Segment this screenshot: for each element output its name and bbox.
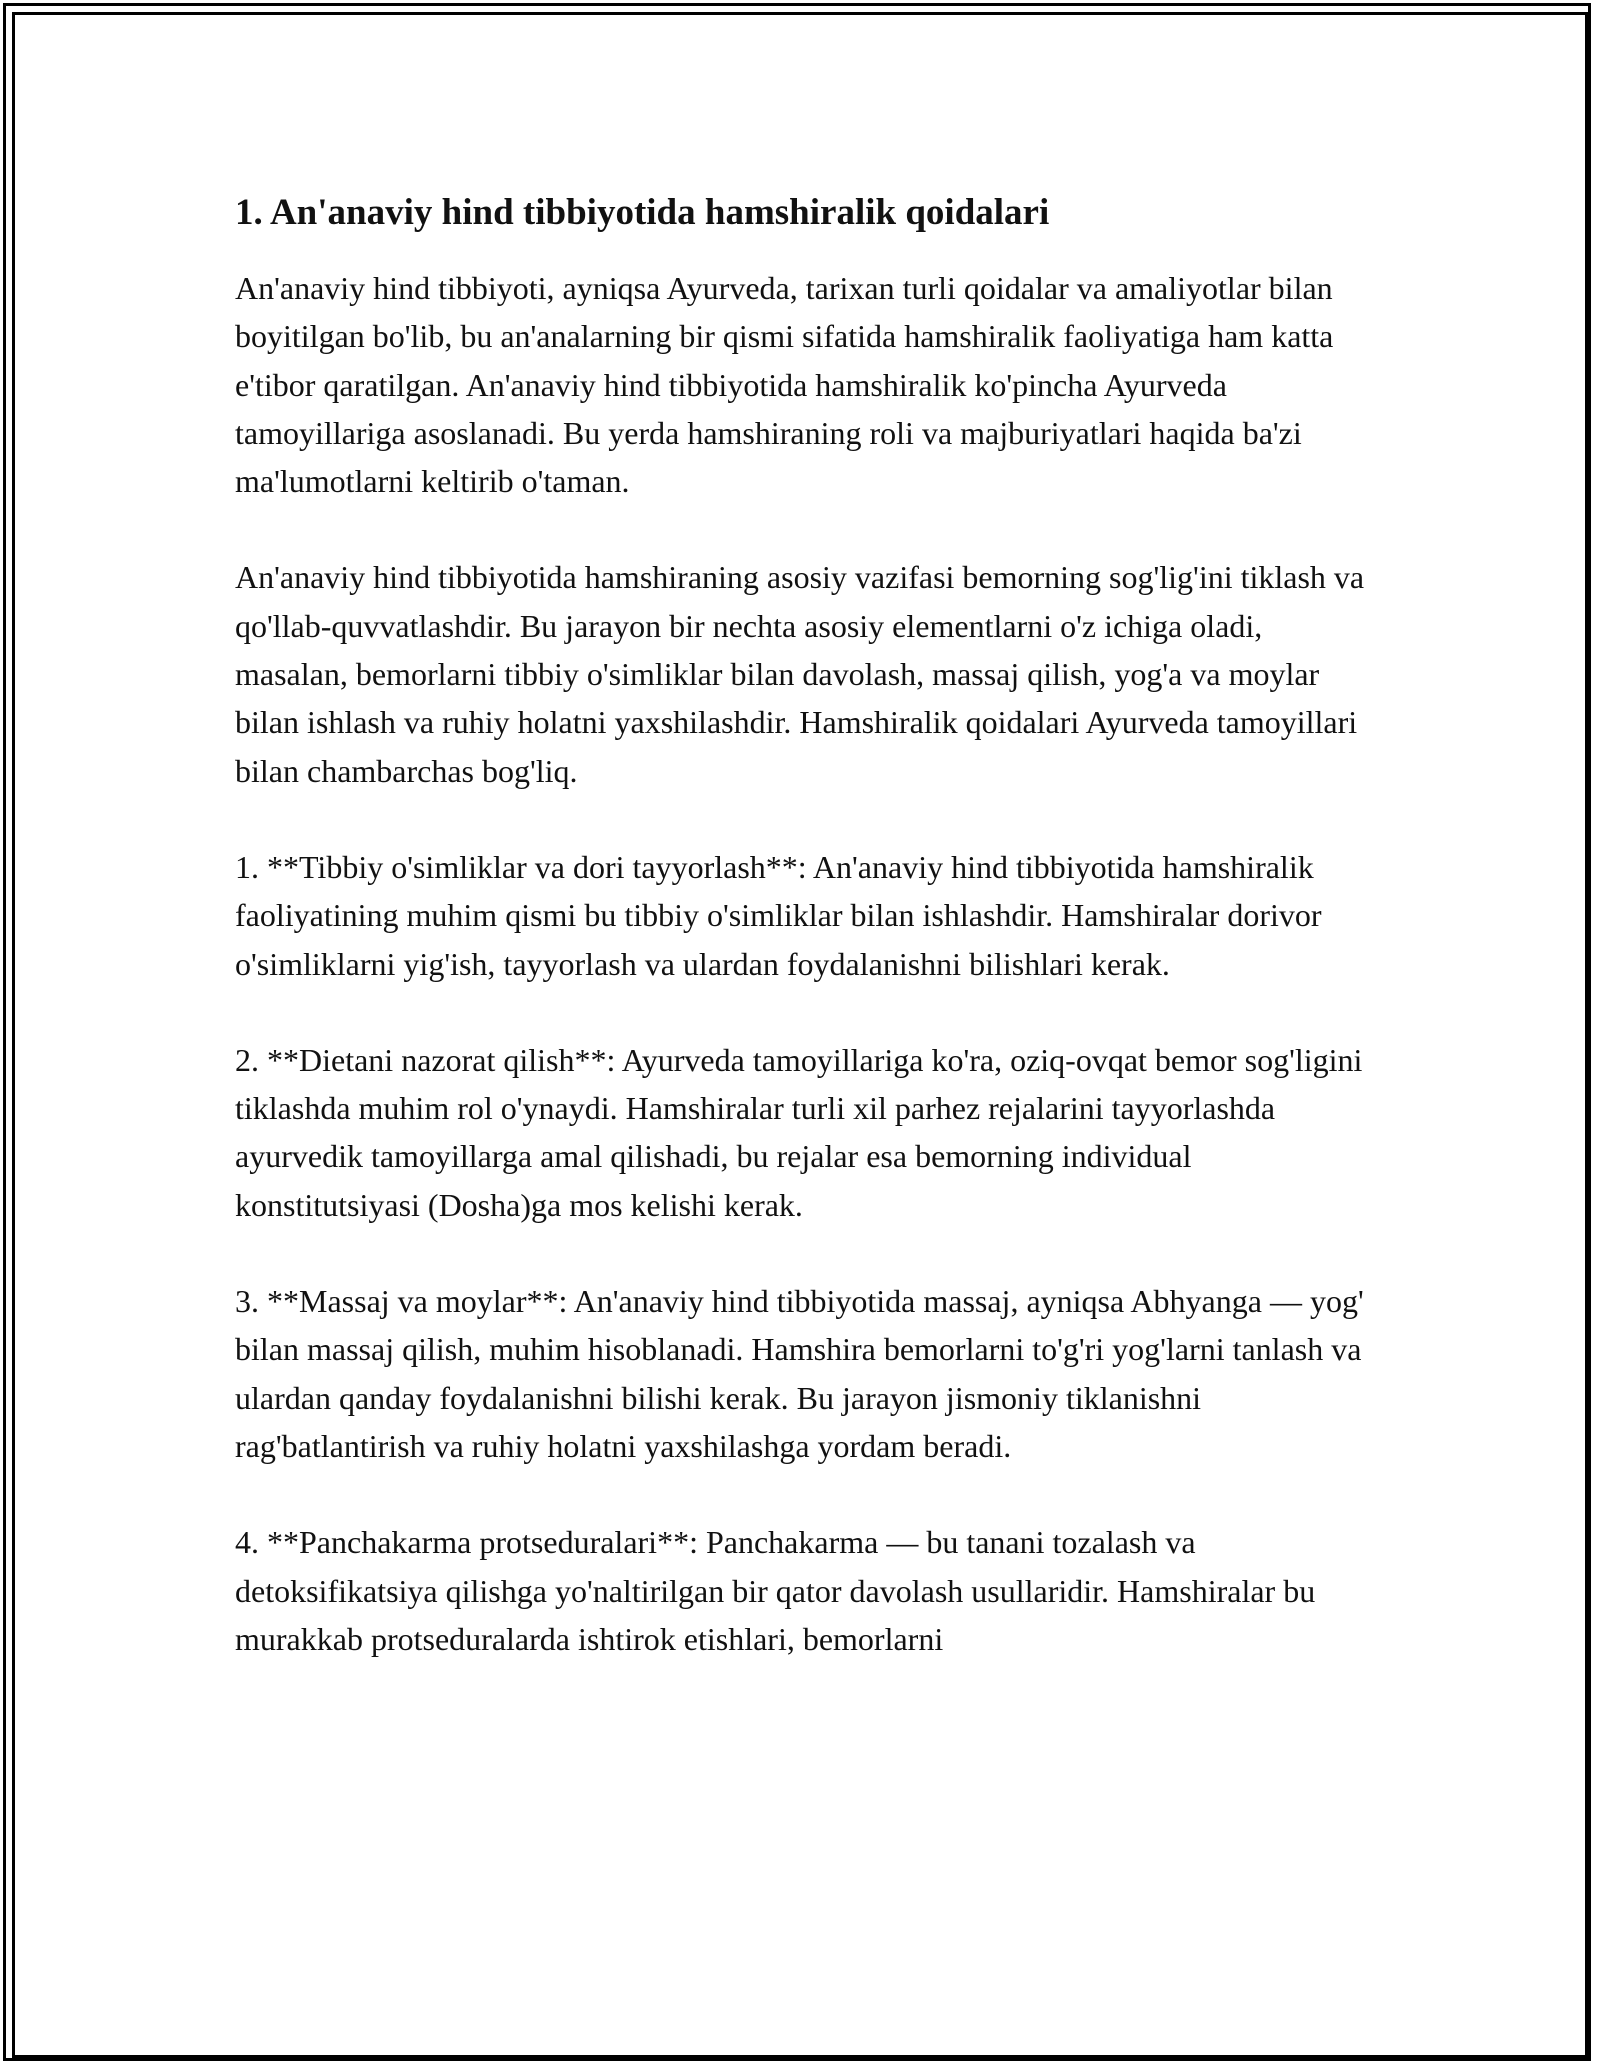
- document-body: [235, 188, 1375, 1711]
- list-item-herbs: 1. **Tibbiy o'simliklar va dori tayyorlash**: An'anaviy hind tibbiyotida hamshiralik faoliyatining muhim qismi bu tibbiy o'simliklar bilan ishlashdir. Hamshiralar dorivor o'simliklarni yig'ish, tayyorlash va ulardan foydalanishni bilishlari kerak.: [235, 848, 1322, 982]
- list-item-diet: 2. **Dietani nazorat qilish**: Ayurveda tamoyillariga ko'ra, oziq-ovqat bemor sog'ligini tiklashda muhim rol o'ynaydi. Hamshiralar turli xil parhez rejalarini tayyorlashda ayurvedik tamoyillarga amal qilishadi, bu rejalar esa bemorning individual konstitutsiyasi (Dosha)ga mos kelishi kerak.: [235, 1041, 1363, 1223]
- section-heading: 1. An'anaviy hind tibbiyotida hamshiralik qoidalari: [235, 192, 1050, 233]
- paragraph-main-duty: An'anaviy hind tibbiyotida hamshiraning asosiy vazifasi bemorning sog'lig'ini tiklash va qo'llab-quvvatlashdir. Bu jarayon bir nechta asosiy elementlarni o'z ichiga oladi, masalan, bemorlarni tibbiy o'simliklar bilan davolash, massaj qilish, yog'a va moylar bilan ishlash va ruhiy holatni yaxshilashdir. Hamshiralik qoidalari Ayurveda tamoyillari bilan chambarchas bog'liq.: [235, 559, 1365, 789]
- list-item-panchakarma: 4. **Panchakarma protseduralari**: Panchakarma — bu tanani tozalash va detoksifikatsiya qilishga yo'naltirilgan bir qator davolash usullaridir. Hamshiralar bu murakkab protseduralarda ishtirok etishlari, bemorlarni: [235, 1524, 1316, 1657]
- list-item-massage: 3. **Massaj va moylar**: An'anaviy hind tibbiyotida massaj, ayniqsa Abhyanga — yog' bilan massaj qilish, muhim hisoblanadi. Hamshira bemorlarni to'g'ri yog'larni tanlash va ulardan qanday foydalanishni bilishi kerak. Bu jarayon jismoniy tiklanishni rag'batlantirish va ruhiy holatni yaxshilashga yordam beradi.: [235, 1283, 1364, 1464]
- paragraph-intro: An'anaviy hind tibbiyoti, ayniqsa Ayurveda, tarixan turli qoidalar va amaliyotlar bilan boyitilgan bo'lib, bu an'analarning bir qismi sifatida hamshiralik faoliyatiga ham katta e'tibor qaratilgan. An'anaviy hind tibbiyotida hamshiralik ko'pincha Ayurveda tamoyillariga asoslanadi. Bu yerda hamshiraning roli va majburiyatlari haqida ba'zi ma'lumotlarni keltirib o'taman.: [235, 270, 1334, 500]
